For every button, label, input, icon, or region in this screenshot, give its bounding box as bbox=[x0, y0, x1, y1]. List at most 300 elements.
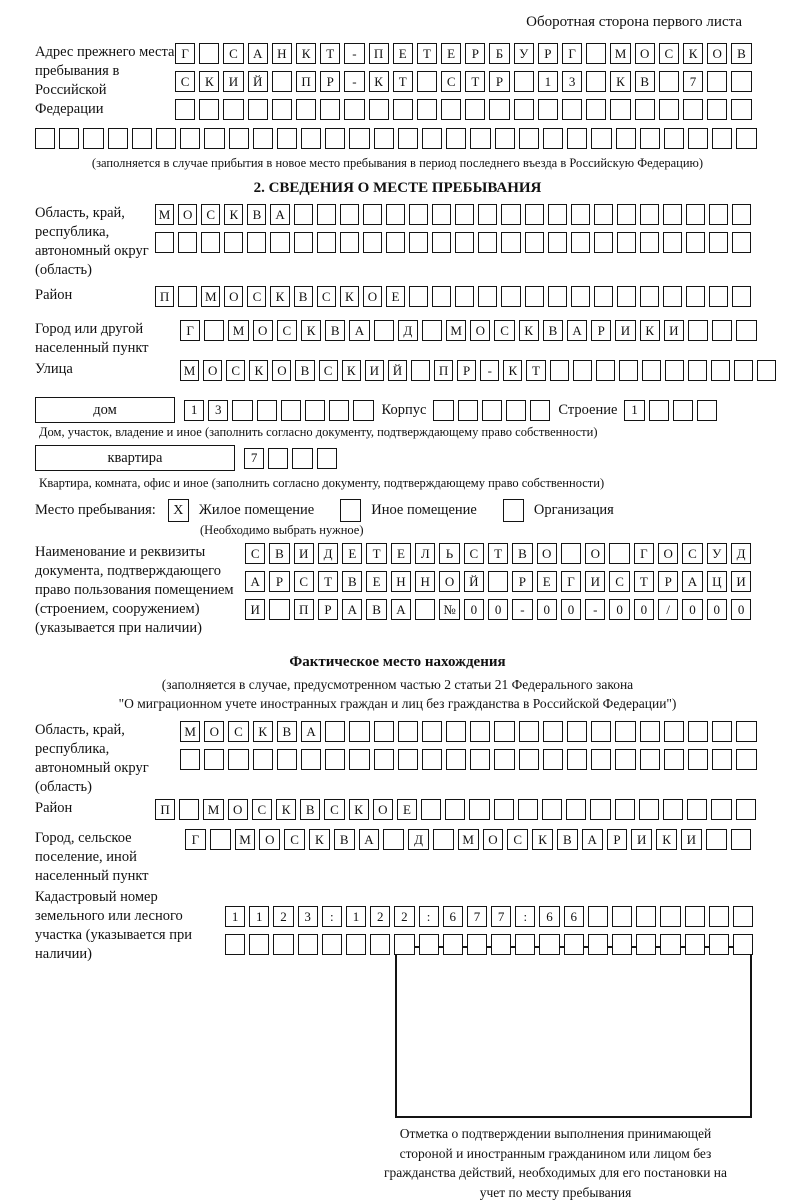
char-cell: П bbox=[369, 43, 389, 64]
char-cell bbox=[543, 128, 563, 149]
char-cell bbox=[617, 204, 636, 225]
char-cell bbox=[688, 320, 708, 341]
fact-oblast-row-1 bbox=[180, 721, 761, 742]
char-cell: К bbox=[503, 360, 522, 381]
char-cell: 0 bbox=[537, 599, 557, 620]
char-cell: 6 bbox=[539, 906, 559, 927]
char-cell bbox=[273, 934, 293, 955]
char-cell: Т bbox=[526, 360, 545, 381]
raion-field bbox=[35, 286, 760, 314]
char-cell bbox=[636, 906, 656, 927]
kvartira-box: квартира bbox=[35, 445, 235, 471]
char-cell bbox=[422, 749, 442, 770]
char-cell bbox=[519, 721, 539, 742]
char-cell: Р bbox=[457, 360, 476, 381]
char-cell: Т bbox=[320, 43, 340, 64]
char-cell bbox=[707, 99, 727, 120]
char-cell: О bbox=[537, 543, 557, 564]
char-cell: Т bbox=[488, 543, 508, 564]
char-cell: Т bbox=[393, 71, 413, 92]
char-cell: С bbox=[294, 571, 314, 592]
char-cell bbox=[562, 99, 582, 120]
char-cell bbox=[501, 286, 520, 307]
char-cell bbox=[422, 320, 442, 341]
char-cell: М bbox=[203, 799, 223, 820]
char-cell bbox=[663, 232, 682, 253]
char-cell bbox=[736, 721, 756, 742]
char-cell: К bbox=[683, 43, 703, 64]
char-cell bbox=[688, 749, 708, 770]
char-cell: Г bbox=[175, 43, 195, 64]
char-cell: В bbox=[512, 543, 532, 564]
char-cell bbox=[673, 400, 693, 421]
char-cell: Т bbox=[417, 43, 437, 64]
char-cell bbox=[494, 749, 514, 770]
char-cell bbox=[398, 128, 418, 149]
char-cell: Й bbox=[388, 360, 407, 381]
char-cell bbox=[253, 128, 273, 149]
char-cell: 7 bbox=[683, 71, 703, 92]
char-cell bbox=[432, 232, 451, 253]
char-cell bbox=[571, 286, 590, 307]
char-cell: О bbox=[439, 571, 459, 592]
char-cell: С bbox=[247, 286, 266, 307]
char-cell: И bbox=[223, 71, 243, 92]
char-cell: К bbox=[640, 320, 660, 341]
char-cell bbox=[596, 360, 615, 381]
char-cell: Р bbox=[658, 571, 678, 592]
prev-address-caption: (заполняется в случае прибытия в новое место пребывания в период последнего въезда в Российскую Федерацию) bbox=[91, 156, 704, 170]
char-cell: / bbox=[658, 599, 678, 620]
char-cell: Е bbox=[393, 43, 413, 64]
char-cell bbox=[409, 286, 428, 307]
char-cell bbox=[709, 204, 728, 225]
char-cell: 3 bbox=[298, 906, 318, 927]
char-cell bbox=[455, 232, 474, 253]
char-cell bbox=[731, 99, 751, 120]
char-cell: П bbox=[296, 71, 316, 92]
char-cell bbox=[204, 749, 224, 770]
char-cell bbox=[635, 99, 655, 120]
char-cell bbox=[712, 749, 732, 770]
char-cell: Р bbox=[591, 320, 611, 341]
char-cell bbox=[292, 448, 312, 469]
char-cell bbox=[539, 934, 559, 955]
char-cell: В bbox=[277, 721, 297, 742]
char-cell bbox=[686, 286, 705, 307]
korpus-row bbox=[433, 400, 554, 421]
char-cell bbox=[711, 360, 730, 381]
char-cell bbox=[478, 232, 497, 253]
char-cell bbox=[394, 934, 414, 955]
ulitsa-cells bbox=[180, 360, 780, 388]
char-cell bbox=[685, 906, 705, 927]
char-cell bbox=[688, 128, 708, 149]
raion-cells bbox=[155, 286, 755, 314]
char-cell: В bbox=[366, 599, 386, 620]
char-cell: В bbox=[269, 543, 289, 564]
char-cell bbox=[409, 204, 428, 225]
char-cell: А bbox=[270, 204, 289, 225]
char-cell bbox=[731, 829, 752, 850]
char-cell bbox=[270, 232, 289, 253]
char-cell bbox=[398, 721, 418, 742]
char-cell bbox=[659, 71, 679, 92]
char-cell bbox=[495, 128, 515, 149]
char-cell bbox=[736, 128, 756, 149]
char-cell bbox=[232, 400, 252, 421]
char-cell: Г bbox=[561, 571, 581, 592]
char-cell bbox=[469, 799, 489, 820]
char-cell: И bbox=[631, 829, 652, 850]
char-cell bbox=[409, 232, 428, 253]
char-cell: - bbox=[585, 599, 605, 620]
fact-gorod-field bbox=[35, 829, 760, 886]
doc-label: Наименование и реквизиты документа, подтверждающего право пользования помещением (строением, сооружением) (указывается при наличии) bbox=[35, 544, 234, 636]
char-cell: О bbox=[259, 829, 280, 850]
char-cell: К bbox=[349, 799, 369, 820]
fact-oblast-cells bbox=[180, 721, 761, 777]
char-cell bbox=[415, 599, 435, 620]
char-cell bbox=[369, 99, 389, 120]
char-cell bbox=[566, 799, 586, 820]
char-cell: П bbox=[434, 360, 453, 381]
char-cell bbox=[573, 360, 592, 381]
char-cell: Т bbox=[318, 571, 338, 592]
char-cell bbox=[542, 799, 562, 820]
char-cell: А bbox=[391, 599, 411, 620]
char-cell bbox=[688, 360, 707, 381]
char-cell bbox=[548, 286, 567, 307]
char-cell bbox=[501, 204, 520, 225]
char-cell: М bbox=[610, 43, 630, 64]
char-cell bbox=[433, 400, 453, 421]
char-cell: С bbox=[659, 43, 679, 64]
char-cell bbox=[591, 749, 611, 770]
char-cell bbox=[711, 799, 731, 820]
char-cell bbox=[59, 128, 79, 149]
char-cell bbox=[421, 799, 441, 820]
char-cell: Е bbox=[397, 799, 417, 820]
char-cell: К bbox=[253, 721, 273, 742]
char-cell: К bbox=[532, 829, 553, 850]
char-cell: Т bbox=[634, 571, 654, 592]
char-cell: И bbox=[365, 360, 384, 381]
char-cell bbox=[325, 128, 345, 149]
gorod-row bbox=[180, 320, 761, 341]
char-cell bbox=[617, 286, 636, 307]
char-cell bbox=[736, 320, 756, 341]
actual-location-caption-1: (заполняется в случае, предусмотренном частью 2 статьи 21 Федерального закона bbox=[161, 677, 634, 692]
char-cell: 1 bbox=[346, 906, 366, 927]
stamp-caption: Отметка о подтверждении выполнения принимающей стороной и иностранным гражданином или лицом без гражданства действий, необходимых для его постановки на учет по месту пребывания bbox=[383, 1126, 728, 1200]
char-cell: 2 bbox=[273, 906, 293, 927]
char-cell bbox=[665, 360, 684, 381]
fact-raion-cells bbox=[155, 799, 760, 827]
char-cell: К bbox=[369, 71, 389, 92]
dom-box: дом bbox=[35, 397, 175, 423]
char-cell bbox=[612, 934, 632, 955]
char-cell bbox=[294, 232, 313, 253]
char-cell bbox=[433, 829, 454, 850]
char-cell bbox=[709, 232, 728, 253]
fact-oblast-row-2 bbox=[180, 749, 761, 770]
oblast-row-2 bbox=[155, 232, 755, 253]
char-cell: Д bbox=[408, 829, 429, 850]
stroenie-cells bbox=[624, 400, 721, 421]
char-cell bbox=[733, 934, 753, 955]
char-cell bbox=[257, 400, 277, 421]
char-cell bbox=[659, 99, 679, 120]
char-cell: А bbox=[342, 599, 362, 620]
char-cell bbox=[525, 286, 544, 307]
char-cell: Н bbox=[391, 571, 411, 592]
char-cell: 0 bbox=[464, 599, 484, 620]
char-cell: С bbox=[319, 360, 338, 381]
prev-address-row-4 bbox=[35, 128, 760, 149]
doc-cells bbox=[245, 543, 755, 627]
char-cell: И bbox=[664, 320, 684, 341]
char-cell bbox=[470, 749, 490, 770]
page-side-note: Оборотная сторона первого листа bbox=[526, 14, 742, 30]
char-cell: Б bbox=[489, 43, 509, 64]
korpus-cells bbox=[433, 400, 554, 421]
char-cell: А bbox=[301, 721, 321, 742]
char-cell bbox=[491, 934, 511, 955]
char-cell: С bbox=[609, 571, 629, 592]
char-cell bbox=[180, 128, 200, 149]
dom-cells bbox=[184, 400, 378, 421]
char-cell: Т bbox=[465, 71, 485, 92]
char-cell bbox=[223, 99, 243, 120]
doc-field bbox=[35, 543, 760, 638]
char-cell: И bbox=[245, 599, 265, 620]
char-cell bbox=[374, 128, 394, 149]
char-cell: Н bbox=[272, 43, 292, 64]
char-cell bbox=[733, 906, 753, 927]
char-cell bbox=[210, 829, 231, 850]
char-cell: Р bbox=[269, 571, 289, 592]
char-cell: О bbox=[224, 286, 243, 307]
char-cell bbox=[272, 99, 292, 120]
mesto-option-org-label: Организация bbox=[533, 502, 614, 518]
section2-title: 2. СВЕДЕНИЯ О МЕСТЕ ПРЕБЫВАНИЯ bbox=[253, 180, 542, 196]
char-cell bbox=[757, 360, 776, 381]
char-cell bbox=[417, 71, 437, 92]
char-cell bbox=[594, 204, 613, 225]
mesto-option-inoe-label: Иное помещение bbox=[371, 502, 477, 518]
char-cell: О bbox=[178, 204, 197, 225]
kvartira-row bbox=[35, 445, 760, 471]
char-cell bbox=[446, 749, 466, 770]
char-cell bbox=[707, 71, 727, 92]
fact-oblast-label: Область, край, республика, автономный округ (область) bbox=[35, 722, 149, 795]
char-cell: И bbox=[731, 571, 751, 592]
char-cell bbox=[340, 204, 359, 225]
char-cell bbox=[432, 286, 451, 307]
char-cell bbox=[298, 934, 318, 955]
char-cell: С bbox=[284, 829, 305, 850]
char-cell bbox=[712, 721, 732, 742]
char-cell bbox=[685, 934, 705, 955]
char-cell bbox=[419, 934, 439, 955]
char-cell bbox=[156, 128, 176, 149]
char-cell: М bbox=[180, 721, 200, 742]
char-cell bbox=[386, 232, 405, 253]
char-cell bbox=[586, 43, 606, 64]
char-cell bbox=[346, 934, 366, 955]
char-cell: П bbox=[294, 599, 314, 620]
fact-raion-label: Район bbox=[35, 800, 73, 816]
char-cell: Т bbox=[366, 543, 386, 564]
char-cell bbox=[525, 232, 544, 253]
char-cell bbox=[732, 286, 751, 307]
char-cell: - bbox=[344, 71, 364, 92]
char-cell bbox=[383, 829, 404, 850]
char-cell bbox=[664, 128, 684, 149]
char-cell bbox=[594, 286, 613, 307]
char-cell bbox=[349, 128, 369, 149]
prev-address-overflow bbox=[35, 128, 760, 149]
char-cell bbox=[363, 204, 382, 225]
char-cell bbox=[277, 128, 297, 149]
char-cell bbox=[686, 232, 705, 253]
prev-address-cells bbox=[175, 43, 756, 127]
char-cell: К bbox=[309, 829, 330, 850]
char-cell bbox=[663, 799, 683, 820]
char-cell bbox=[567, 721, 587, 742]
char-cell bbox=[561, 543, 581, 564]
kvartira-caption: Квартира, комната, офис и иное (заполнить согласно документу, подтверждающему право собственности) bbox=[39, 476, 605, 490]
char-cell: Р bbox=[512, 571, 532, 592]
char-cell: В bbox=[247, 204, 266, 225]
char-cell bbox=[640, 749, 660, 770]
char-cell bbox=[253, 749, 273, 770]
char-cell: Д bbox=[731, 543, 751, 564]
char-cell: 0 bbox=[561, 599, 581, 620]
char-cell bbox=[204, 128, 224, 149]
char-cell bbox=[649, 400, 669, 421]
oblast-cells bbox=[155, 204, 755, 260]
char-cell bbox=[736, 799, 756, 820]
char-cell: Р bbox=[538, 43, 558, 64]
char-cell bbox=[734, 360, 753, 381]
oblast-row-1 bbox=[155, 204, 755, 225]
char-cell bbox=[443, 934, 463, 955]
char-cell bbox=[514, 99, 534, 120]
char-cell: 3 bbox=[208, 400, 228, 421]
char-cell: У bbox=[707, 543, 727, 564]
char-cell bbox=[514, 71, 534, 92]
char-cell: А bbox=[582, 829, 603, 850]
char-cell bbox=[269, 599, 289, 620]
char-cell: О bbox=[363, 286, 382, 307]
char-cell: У bbox=[514, 43, 534, 64]
char-cell bbox=[445, 799, 465, 820]
char-cell bbox=[615, 799, 635, 820]
char-cell bbox=[301, 749, 321, 770]
char-cell bbox=[488, 571, 508, 592]
char-cell: Р bbox=[607, 829, 628, 850]
char-cell: К bbox=[270, 286, 289, 307]
char-cell bbox=[317, 448, 337, 469]
ulitsa-label: Улица bbox=[35, 361, 73, 377]
char-cell bbox=[591, 721, 611, 742]
char-cell bbox=[640, 232, 659, 253]
char-cell bbox=[180, 749, 200, 770]
char-cell bbox=[301, 128, 321, 149]
char-cell: - bbox=[480, 360, 499, 381]
char-cell bbox=[687, 799, 707, 820]
char-cell: 7 bbox=[244, 448, 264, 469]
char-cell: 1 bbox=[225, 906, 245, 927]
char-cell: О bbox=[204, 721, 224, 742]
char-cell bbox=[470, 721, 490, 742]
char-cell: : bbox=[322, 906, 342, 927]
char-cell: 0 bbox=[609, 599, 629, 620]
char-cell bbox=[175, 99, 195, 120]
char-cell bbox=[636, 934, 656, 955]
char-cell: А bbox=[245, 571, 265, 592]
char-cell bbox=[349, 749, 369, 770]
char-cell bbox=[272, 71, 292, 92]
char-cell: - bbox=[344, 43, 364, 64]
char-cell: О bbox=[272, 360, 291, 381]
char-cell bbox=[588, 906, 608, 927]
oblast-label: Область, край, республика, автономный округ (область) bbox=[35, 205, 149, 278]
char-cell: 0 bbox=[634, 599, 654, 620]
char-cell: 1 bbox=[184, 400, 204, 421]
char-cell: 3 bbox=[562, 71, 582, 92]
char-cell bbox=[411, 360, 430, 381]
prev-address-label: Адрес прежнего места пребывания в Российской Федерации bbox=[35, 44, 175, 117]
char-cell bbox=[543, 749, 563, 770]
char-cell bbox=[660, 906, 680, 927]
char-cell bbox=[446, 721, 466, 742]
char-cell bbox=[199, 99, 219, 120]
char-cell bbox=[249, 934, 269, 955]
mesto-checkbox-org bbox=[503, 499, 524, 522]
char-cell: А bbox=[359, 829, 380, 850]
char-cell: В bbox=[294, 286, 313, 307]
char-cell bbox=[398, 749, 418, 770]
kvartira-number-row bbox=[244, 448, 341, 469]
char-cell bbox=[663, 286, 682, 307]
char-cell: О bbox=[253, 320, 273, 341]
char-cell: Л bbox=[415, 543, 435, 564]
char-cell: : bbox=[419, 906, 439, 927]
char-cell bbox=[640, 204, 659, 225]
char-cell: В bbox=[731, 43, 751, 64]
fact-gorod-label: Город, сельское поселение, иной населенный пункт bbox=[35, 830, 149, 884]
char-cell: Р bbox=[318, 599, 338, 620]
char-cell: К bbox=[342, 360, 361, 381]
char-cell: К bbox=[199, 71, 219, 92]
char-cell: Г bbox=[180, 320, 200, 341]
char-cell bbox=[501, 232, 520, 253]
actual-location-caption-2: "О миграционном учете иностранных граждан и лиц без гражданства в Российской Федерации") bbox=[118, 696, 677, 711]
char-cell bbox=[432, 204, 451, 225]
char-cell bbox=[548, 232, 567, 253]
char-cell: 6 bbox=[564, 906, 584, 927]
char-cell: О bbox=[635, 43, 655, 64]
char-cell bbox=[494, 721, 514, 742]
char-cell bbox=[320, 99, 340, 120]
char-cell: Г bbox=[562, 43, 582, 64]
char-cell bbox=[591, 128, 611, 149]
char-cell bbox=[374, 320, 394, 341]
char-cell bbox=[731, 71, 751, 92]
